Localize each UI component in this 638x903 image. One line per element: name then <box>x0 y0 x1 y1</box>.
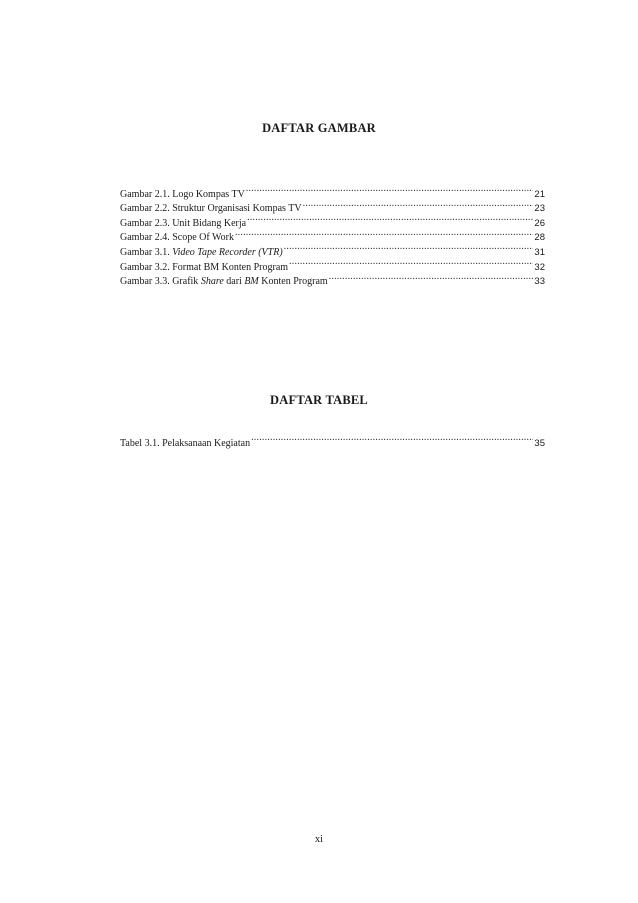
figure-entry-italic: Video Tape Recorder (VTR) <box>172 246 283 258</box>
figure-entry-page: 33 <box>534 276 545 288</box>
figure-entry-label: Gambar 2.2. Struktur Organisasi Kompas TV <box>120 203 302 215</box>
figure-entry-italic: BM <box>244 276 259 288</box>
list-of-tables-heading: DAFTAR TABEL <box>270 393 368 407</box>
list-of-tables <box>120 431 545 449</box>
figure-entry-label: Gambar 3.1. Video Tape Recorder (VTR) <box>120 246 283 258</box>
dot-leader <box>247 211 533 226</box>
table-entry-label: Tabel 3.1. Pelaksanaan Kegiatan <box>120 437 251 449</box>
dot-leader <box>303 197 534 212</box>
table-entry[interactable] <box>120 431 545 449</box>
figure-entry-page: 32 <box>534 261 545 273</box>
dot-leader <box>251 431 533 446</box>
figure-entry-page: 31 <box>534 246 545 258</box>
page-number: xi <box>314 834 324 845</box>
figure-entry-label: Gambar 2.3. Unit Bidang Kerja <box>120 217 247 229</box>
list-of-figures-heading: DAFTAR GAMBAR <box>262 121 376 135</box>
dot-leader <box>235 226 533 241</box>
dot-leader <box>289 255 533 270</box>
dot-leader <box>246 182 534 197</box>
figure-entry-label: Gambar 3.2. Format BM Konten Program <box>120 261 289 273</box>
dot-leader <box>284 240 534 255</box>
list-of-figures <box>120 182 545 288</box>
figure-entry-label: Gambar 2.4. Scope Of Work <box>120 232 234 244</box>
figure-entry-page: 21 <box>534 188 545 200</box>
table-entry-page: 35 <box>534 437 545 449</box>
figure-entry-italic: Share <box>200 276 224 288</box>
figure-entry-label: Gambar 3.3. Grafik Share dari BM Konten Program <box>120 276 328 288</box>
figure-entry-label: Gambar 2.1. Logo Kompas TV <box>120 188 245 200</box>
figure-entry-page: 28 <box>534 232 545 244</box>
figure-entry-page: 23 <box>534 203 545 215</box>
figure-entry[interactable] <box>120 182 545 200</box>
dot-leader <box>329 270 534 285</box>
figure-entry-page: 26 <box>534 217 545 229</box>
